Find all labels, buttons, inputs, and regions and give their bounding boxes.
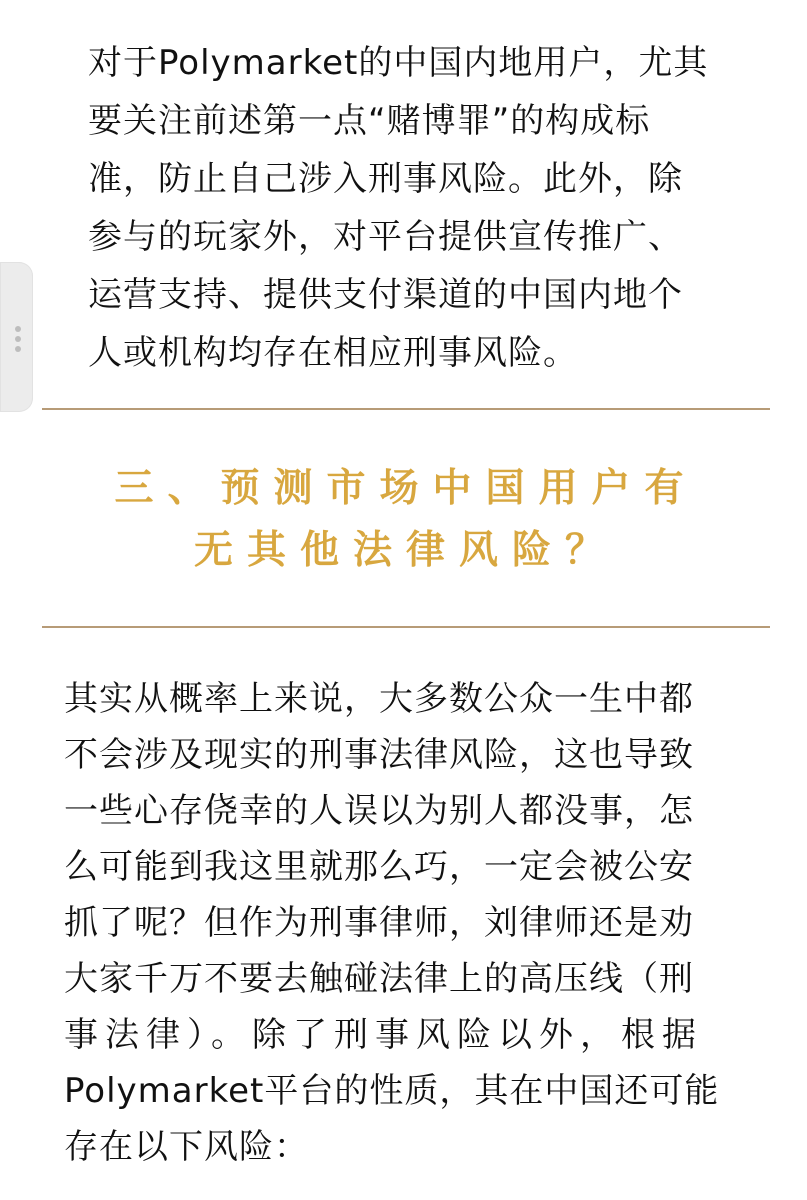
body-line: Polymarket平台的性质，其在中国还可能 bbox=[64, 1071, 720, 1111]
quote-line: 人或机构均存在相应刑事风险。 bbox=[88, 333, 578, 373]
more-vertical-icon bbox=[15, 346, 21, 352]
section-divider-bottom bbox=[42, 626, 770, 628]
quote-line: 准，防止自己涉入刑事风险。此外，除 bbox=[88, 159, 683, 199]
body-line: 其实从概率上来说，大多数公众一生中都 bbox=[64, 679, 694, 719]
section-heading-line: 三、预测市场中国用户有 bbox=[114, 466, 698, 511]
side-drawer-handle[interactable] bbox=[0, 262, 33, 412]
quote-line: 要关注前述第一点“赌博罪”的构成标 bbox=[88, 101, 651, 141]
body-paragraph bbox=[64, 671, 754, 1175]
body-line: 抓了呢？但作为刑事律师，刘律师还是劝 bbox=[64, 903, 694, 943]
body-line: 存在以下风险： bbox=[64, 1127, 309, 1167]
section-heading-line: 无其他法律风险？ bbox=[193, 528, 618, 573]
body-line: 大家千万不要去触碰法律上的高压线（刑 bbox=[64, 959, 694, 999]
quote-line: 参与的玩家外，对平台提供宣传推广、 bbox=[88, 217, 683, 257]
section-heading bbox=[42, 458, 770, 582]
more-vertical-icon bbox=[15, 326, 21, 332]
more-vertical-icon bbox=[15, 336, 21, 342]
quote-line: 对于Polymarket的中国内地用户，尤其 bbox=[88, 43, 709, 83]
body-line: 事法律）。除了刑事风险以外，根据 bbox=[64, 1015, 703, 1055]
body-line: 么可能到我这里就那么巧，一定会被公安 bbox=[64, 847, 694, 887]
section-divider-top bbox=[42, 408, 770, 410]
body-line: 一些心存侥幸的人误以为别人都没事，怎 bbox=[64, 791, 694, 831]
quote-line: 运营支持、提供支付渠道的中国内地个 bbox=[88, 275, 683, 315]
body-line: 不会涉及现实的刑事法律风险，这也导致 bbox=[64, 735, 694, 775]
quoted-paragraph bbox=[88, 34, 738, 382]
